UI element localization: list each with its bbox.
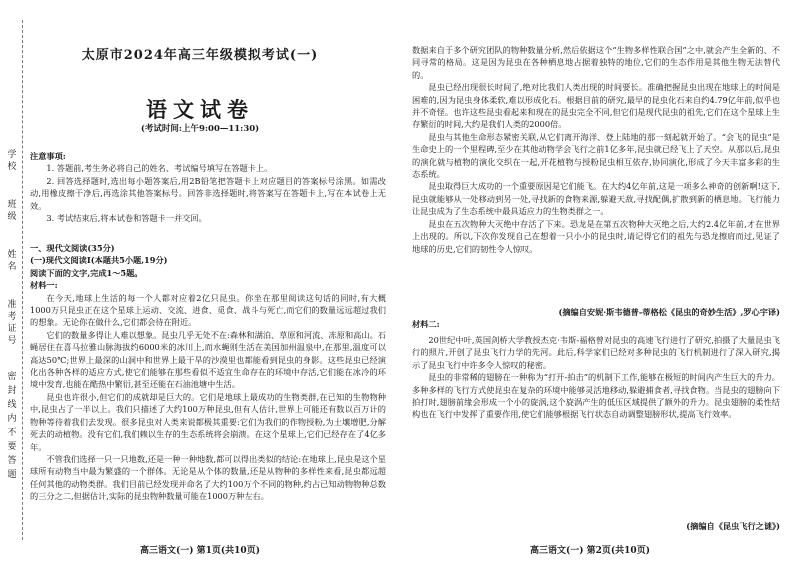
margin-label: 证 (7, 324, 17, 334)
material-label: 材料一: (30, 280, 58, 291)
source-2: (摘编自《昆虫飞行之谜》) (686, 521, 780, 531)
paragraph: 昆虫的非常稀的翅膀在一种称为“打开-拍击”的机制下工作,能够在极短的时间内产生巨大的升力。多种多样的飞行方式使昆虫在复杂的环境中能够灵活地移动,躲避捕食者,寻找食物。当昆虫的翅膀向下拍打时,翅膀前缘会形成一个小的旋涡,这个旋涡产生的低压区域提供了额外的升力。昆虫翅膀的柔性结构也在飞行中发挥了重要作用,使它们能够根据飞行状态自动调整翅膀形状,提高飞行效率。 (412, 372, 780, 420)
exam-page-1 (30, 0, 402, 561)
margin-label: 题 (7, 470, 17, 480)
paragraph: 昆虫已经出现很长时间了,绝对比我们人类出现的时间要长。准确把握昆虫出现在地球上的时间是困难的,因为昆虫身体柔软,难以形成化石。根据目前的研究,最早的昆虫化石来自约4.79亿年前,似乎也并不奇怪。也许这些昆虫看起来和现在的昆虫完全不同,但它们是现代昆虫的祖先,它们在这个星球上生存繁衍的时间,大约是我们人类的2000倍。 (412, 82, 780, 130)
notice-item: 1. 答题前,考生务必将自己的姓名、考试编号填写在答题卡上。 (46, 163, 273, 174)
material-1-continued (412, 44, 780, 306)
notice-block (30, 150, 386, 224)
page-footer: 高三语文(一) 第2页(共10页) (530, 546, 650, 556)
notice-item: 3. 考试结束后,将本试卷和答题卡一并交回。 (46, 213, 207, 224)
paragraph: 在今天,地球上生活的每一个人都对应着2亿只昆虫。你坐在那里阅读这句话的同时,有大概1000万只昆虫正在这个星球上运动、交流、进食、觅食、战斗与死亡,而它们的数量远远超过我们的想象。无论你在做什么,它们都会待在附近。 (30, 292, 386, 328)
margin-label: 名 (7, 262, 17, 272)
exam-time: (考试时间:上午9:00—11:30) (140, 124, 260, 134)
paragraph: 昆虫与其他生命形态紧密关联,从它们离开海洋、登上陆地的那一刻起就开始了。“会飞的昆虫”是生命史上的一个里程碑,至少在其他动物学会飞行之前1亿多年,昆虫就已经飞上了天空。从那以后,昆虫的演化就与植物的演化交织在一起,开花植物与授粉昆虫相互依存,协同演化,形成了今天丰富多彩的生态系统。 (412, 131, 780, 180)
notice-item: 2. 回答选择题时,选出每小题答案后,用2B铅笔把答题卡上对应题目的答案标号涂黑。如需改动,用橡皮擦干净后,再选涂其他答案标号。回答非选择题时,将答案写在答题卡上,写在本试卷上无效。 (30, 175, 386, 211)
instruction: 阅读下面的文字,完成1～5题。 (30, 267, 143, 278)
source-1: (摘编自安妮·斯韦德普-蒂格松《昆虫的奇妙生活》,罗心宇译) (558, 307, 780, 317)
subsection-heading: (一)现代文阅读Ⅰ(本题共5小题,19分) (30, 255, 168, 266)
source-citation (412, 306, 780, 331)
margin-label: 级 (7, 212, 17, 222)
margin-label: 班 (7, 200, 17, 210)
margin-label: 线 (7, 400, 17, 410)
paragraph: 不管我们选择一只一只地数,还是一种一种地数,都可以得出类似的结论:在地球上,昆虫是这个星球所有动物当中最为繁盛的一个群体。无论是从个体的数量,还是从物种的多样性来看,昆虫都远超任何其他的动物类群。我们目前已经发现并命名了大约100万个不同的物种,约占已知动物物种总数的三分之二,但据估计,实际的昆虫物种数量可能在1000万种左右。 (30, 453, 386, 502)
paragraph: 数据来自于多个研究团队的物种数量分析,然后依据这个“生物多样性联合国”之中,就会产生全新的、不同寻常的格局。这是因为昆虫在各种栖息地占据着独特的地位,它们的生态作用是其他生物无法替代的。 (412, 45, 780, 80)
section-heading: 一、现代文阅读(35分) (30, 243, 115, 253)
margin-label: 号 (7, 336, 17, 346)
margin-label: 校 (7, 162, 17, 172)
margin-label: 准 (7, 300, 17, 310)
paragraph: 20世纪中叶,英国剑桥大学教授杰克·韦斯-福格曾对昆虫的高速飞行进行了研究,拍摄了大量昆虫飞行的照片,开创了昆虫飞行力学的先河。此后,科学家们已经对多种昆虫的飞行机制进行了深入研究,揭示了昆虫飞行中许多令人惊叹的秘密。 (412, 335, 780, 370)
exam-title: 太原市2024年高三年级模拟考试(一) (81, 48, 319, 63)
margin-label: 封 (7, 386, 17, 396)
margin-label: 姓 (7, 250, 17, 260)
margin-label: 密 (7, 372, 17, 382)
paragraph: 昆虫在五次物种大灭绝中存活了下来。恐龙是在第五次物种大灭绝之后,大约2.4亿年前,才在世界上出现的。所以,下次你发现自己在想着一只小小的昆虫时,请记得它们的祖先与恐龙擦肩而过,见证了地球的历史,它们的韧性令人惊叹。 (412, 218, 780, 254)
material-2-label: 材料二: (412, 319, 440, 330)
margin-label: 考 (7, 312, 17, 322)
subject-title: 语文试卷 (146, 97, 254, 122)
notice-heading: 注意事项: (30, 151, 66, 161)
margin-label: 要 (7, 442, 17, 452)
margin-label: 学 (7, 150, 17, 160)
page-footer: 高三语文(一) 第1页(共10页) (140, 546, 260, 556)
exam-page-2 (412, 0, 784, 561)
reading-section (30, 242, 386, 532)
paragraph: 它们的数量多得让人难以想象。昆虫几乎无处不在:森林和湖泊、草原和河流、冻原和高山。石蝇居住在喜马拉雅山脉海拔约6000米的冰川上,而水蝇则生活在美国加州温泉中,在那里,温度可以高达50℃;世界上最深的山洞中和世界上最干旱的沙漠里也都能看到昆虫的身影。这些昆虫已经演化出各种各样的适应方式,使它们能够在那些看似不适宜生命存在的环境中存活,它们能在冰冷的环境中发育,也能在酷热中繁衍,甚至还能在石油池塘中生活。 (30, 329, 386, 390)
binding-margin (0, 0, 28, 561)
paragraph: 昆虫取得巨大成功的一个重要原因是它们能飞。在大约4亿年前,这是一项多么神奇的创新啊!这下,昆虫就能够从一处移动到另一处,寻找新的食物来源,躲避天敌,寻找配偶,扩散到新的栖息地。飞行能力让昆虫成为了生态系统中最具适应力的生物类群之一。 (412, 181, 780, 217)
paragraph: 昆虫也许很小,但它们的成就却是巨大的。它们是地球上最成功的生物类群,在已知的生物物种中,昆虫占了一半以上。我们只描述了大约100万种昆虫,但有人估计,世界上可能还有数以百万计的物种等待着我们去发现。很多昆虫对人类来说都极其重要:它们为我们的作物授粉,为土壤增肥,分解死去的动植物。没有它们,我们赖以生存的生态系统将会崩溃。在这个星球上,它们已经存在了4亿多年。 (30, 391, 386, 452)
material-2 (412, 334, 780, 516)
margin-label: 答 (7, 456, 17, 466)
source-citation-2 (412, 520, 780, 532)
margin-label: 不 (7, 428, 17, 438)
seal-line (22, 20, 23, 540)
margin-label: 内 (7, 414, 17, 424)
